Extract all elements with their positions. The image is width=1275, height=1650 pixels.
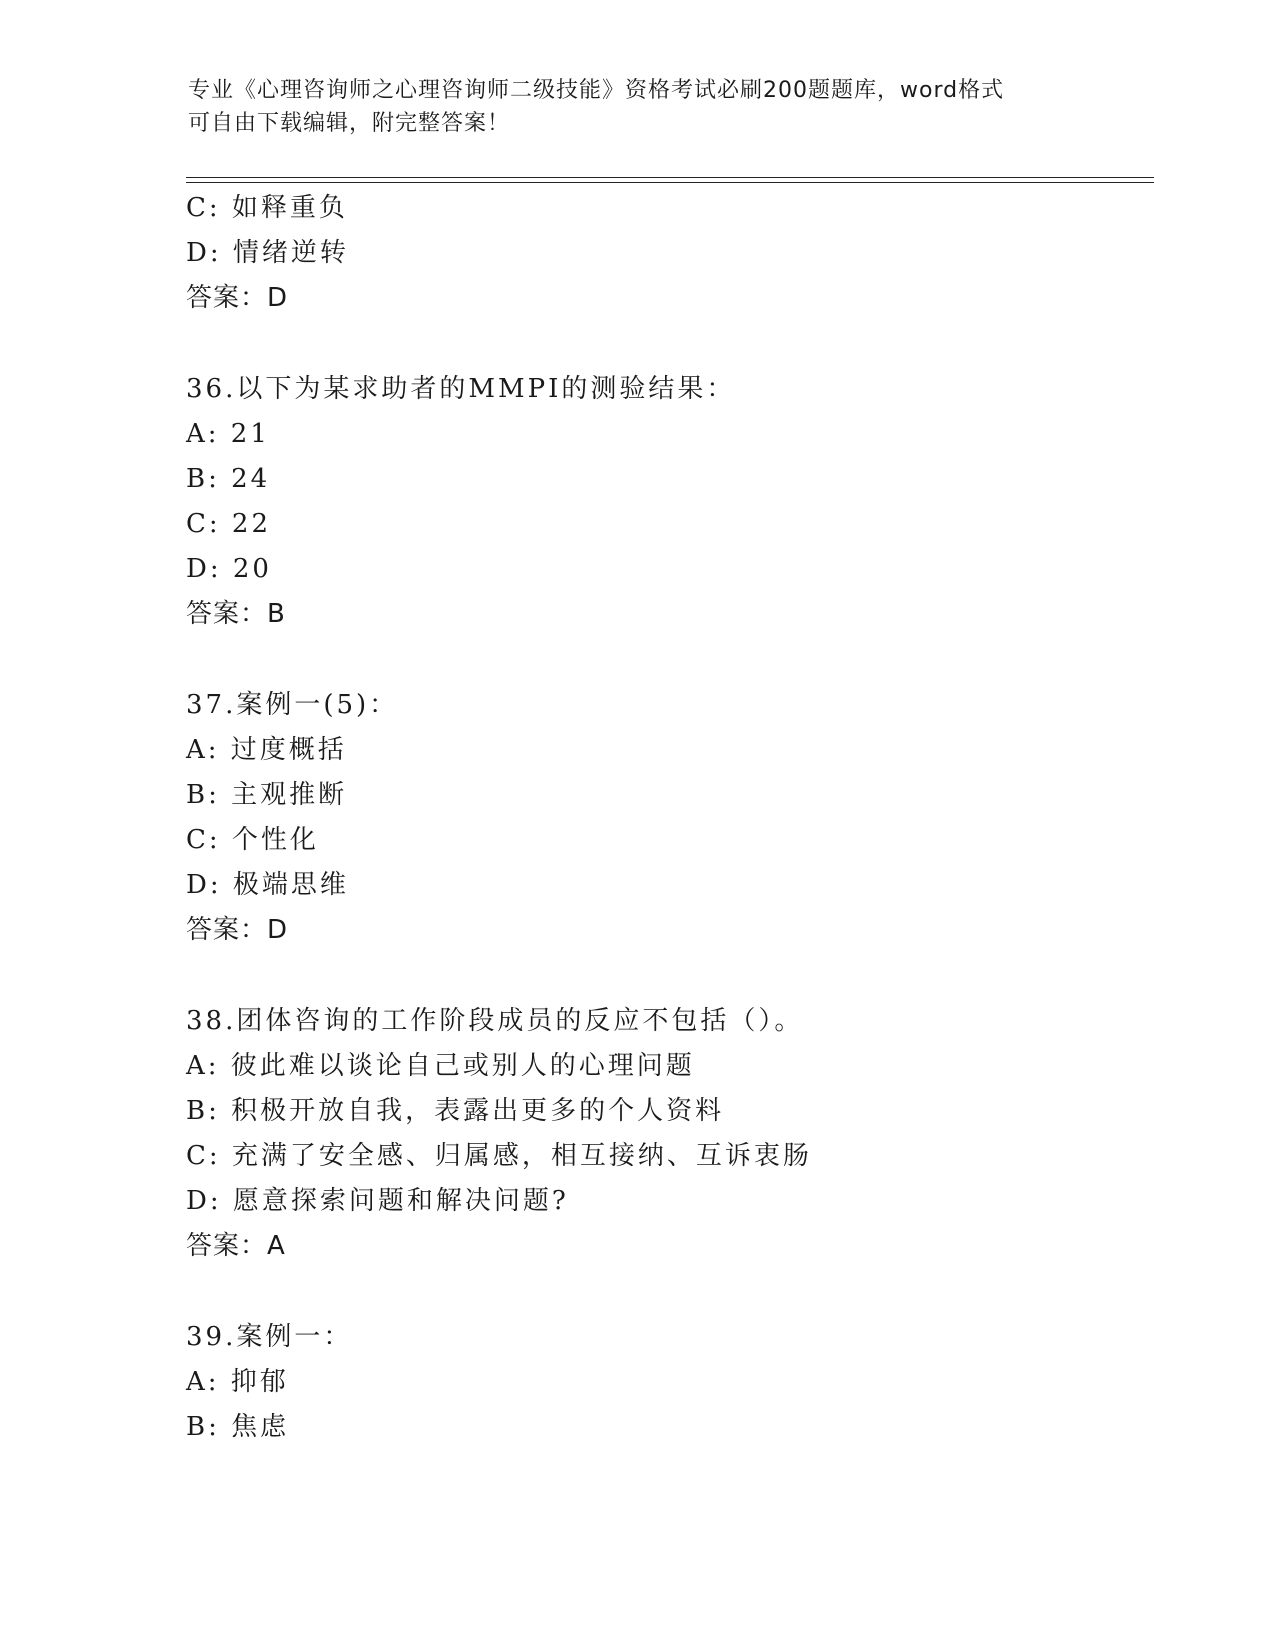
q36-option-d: D: 20 bbox=[186, 554, 272, 584]
header-rule-bottom bbox=[186, 182, 1154, 183]
q36-option-b: B: 24 bbox=[186, 464, 271, 494]
q38-option-a: A: 彼此难以谈论自己或别人的心理问题 bbox=[186, 1051, 695, 1081]
prev-answer: 答案：D bbox=[186, 283, 289, 313]
q36-option-a: A: 21 bbox=[186, 419, 270, 449]
q36-stem: 36.以下为某求助者的MMPI的测验结果： bbox=[186, 374, 736, 404]
q37-option-c: C: 个性化 bbox=[186, 825, 319, 855]
q38-option-c: C: 充满了安全感、归属感，相互接纳、互诉衷肠 bbox=[186, 1141, 812, 1171]
q39-option-b: B: 焦虑 bbox=[186, 1412, 290, 1442]
q37-stem: 37.案例一(5)： bbox=[186, 690, 399, 720]
header-line-1: 专业《心理咨询师之心理咨询师二级技能》资格考试必刷200题题库，word格式 bbox=[188, 78, 1005, 103]
prev-option-d: D: 情绪逆转 bbox=[186, 238, 349, 268]
q39-option-a: A: 抑郁 bbox=[186, 1367, 289, 1397]
q38-stem: 38.团体咨询的工作阶段成员的反应不包括（）。 bbox=[186, 1006, 804, 1036]
header-line-2: 可自由下载编辑，附完整答案！ bbox=[188, 111, 511, 136]
q38-option-d: D: 愿意探索问题和解决问题? bbox=[186, 1186, 569, 1216]
q37-answer: 答案：D bbox=[186, 915, 289, 945]
q38-answer: 答案：A bbox=[186, 1231, 286, 1261]
q39-stem: 39.案例一： bbox=[186, 1322, 353, 1352]
q37-option-d: D: 极端思维 bbox=[186, 870, 349, 900]
q38-option-b: B: 积极开放自我，表露出更多的个人资料 bbox=[186, 1096, 725, 1126]
q36-option-c: C: 22 bbox=[186, 509, 272, 539]
header-rule-top bbox=[186, 177, 1154, 178]
document-header bbox=[188, 74, 1088, 140]
prev-option-c: C: 如释重负 bbox=[186, 193, 348, 223]
q37-option-a: A: 过度概括 bbox=[186, 735, 347, 765]
q37-option-b: B: 主观推断 bbox=[186, 780, 348, 810]
q36-answer: 答案：B bbox=[186, 599, 286, 629]
